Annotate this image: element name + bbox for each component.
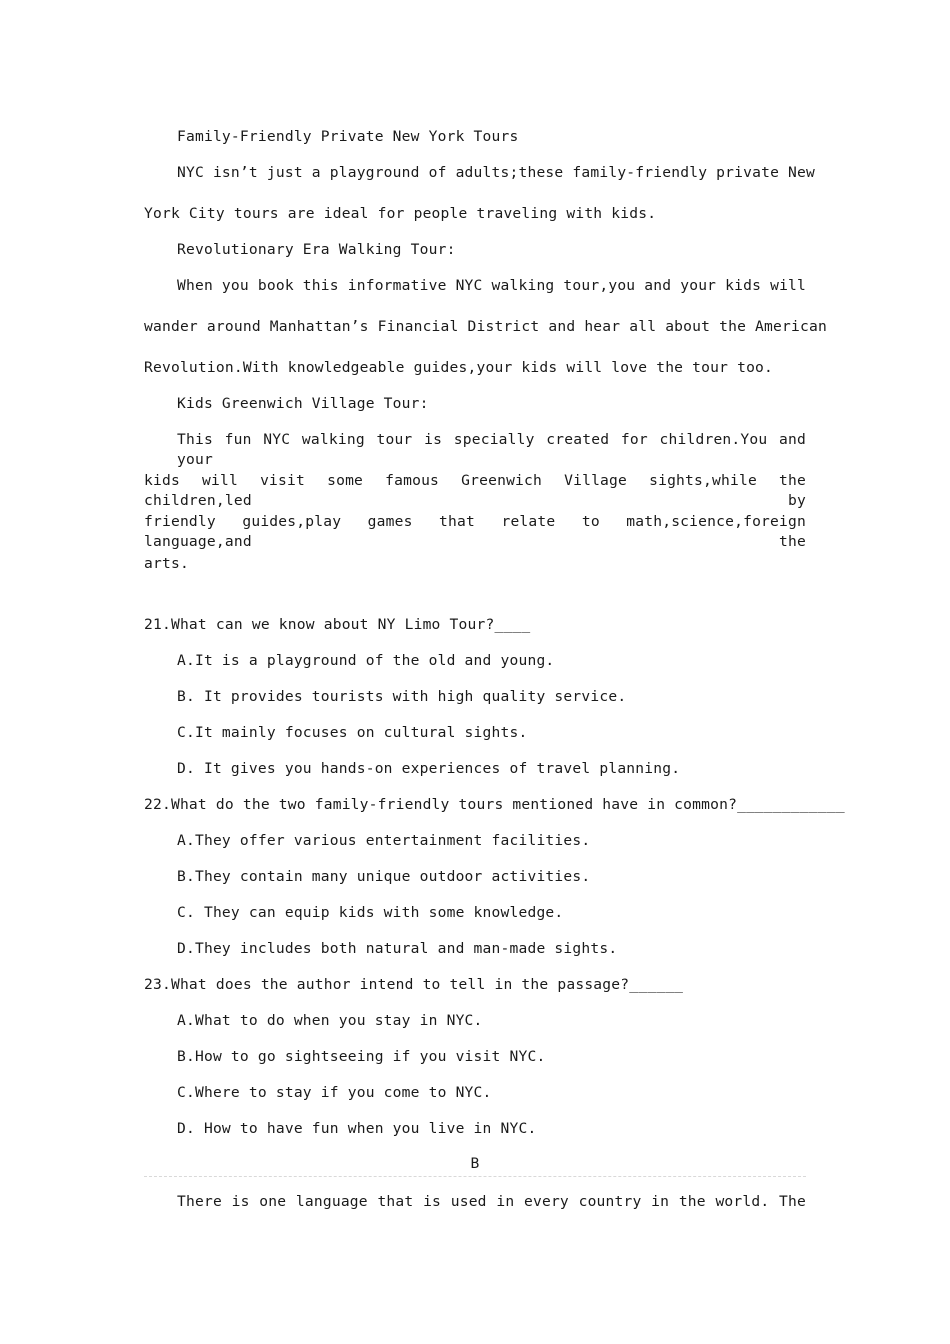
question-23-stem: 23.What does the author intend to tell in the passage?______ [144, 976, 684, 993]
section-b-first-line: There is one language that is used in every country in the world. The [177, 1193, 806, 1210]
question-21-option-c: C.It mainly focuses on cultural sights. [177, 724, 528, 741]
question-22-option-b: B.They contain many unique outdoor activities. [177, 868, 591, 885]
section-b-label: B [470, 1155, 480, 1172]
intro-line-1: NYC isn’t just a playground of adults;these family-friendly private New [177, 164, 816, 181]
tour2-line-3: friendly guides,play games that relate to math,science,foreign language,and the [144, 513, 806, 550]
question-23-option-d: D. How to have fun when you live in NYC. [177, 1120, 537, 1137]
question-21-option-b: B. It provides tourists with high quality service. [177, 688, 627, 705]
tour1-title: Revolutionary Era Walking Tour: [177, 241, 456, 258]
question-22-stem: 22.What do the two family-friendly tours mentioned have in common?____________ [144, 796, 845, 813]
question-23-option-c: C.Where to stay if you come to NYC. [177, 1084, 492, 1101]
question-23-option-b: B.How to go sightseeing if you visit NYC. [177, 1048, 546, 1065]
section-divider [144, 1176, 806, 1177]
tour2-line-1: This fun NYC walking tour is specially created for children.You and your [177, 431, 806, 468]
question-21-stem: 21.What can we know about NY Limo Tour?____ [144, 616, 531, 633]
question-23-option-a: A.What to do when you stay in NYC. [177, 1012, 483, 1029]
question-22-option-c: C. They can equip kids with some knowledge. [177, 904, 564, 921]
tour2-title: Kids Greenwich Village Tour: [177, 395, 429, 412]
tour2-line-2: kids will visit some famous Greenwich Village sights,while the children,led by [144, 472, 806, 509]
tour2-line-4: arts. [144, 555, 189, 572]
intro-line-2: York City tours are ideal for people traveling with kids. [144, 205, 657, 222]
tour1-line-1: When you book this informative NYC walking tour,you and your kids will [177, 277, 807, 294]
tour1-line-3: Revolution.With knowledgeable guides,your kids will love the tour too. [144, 359, 774, 376]
question-22-option-d: D.They includes both natural and man-made sights. [177, 940, 618, 957]
passage-title: Family-Friendly Private New York Tours [177, 128, 519, 145]
question-21-option-d: D. It gives you hands-on experiences of travel planning. [177, 760, 681, 777]
question-22-option-a: A.They offer various entertainment facilities. [177, 832, 591, 849]
tour1-line-2: wander around Manhattan’s Financial District and hear all about the American [144, 318, 827, 335]
question-21-option-a: A.It is a playground of the old and young. [177, 652, 555, 669]
